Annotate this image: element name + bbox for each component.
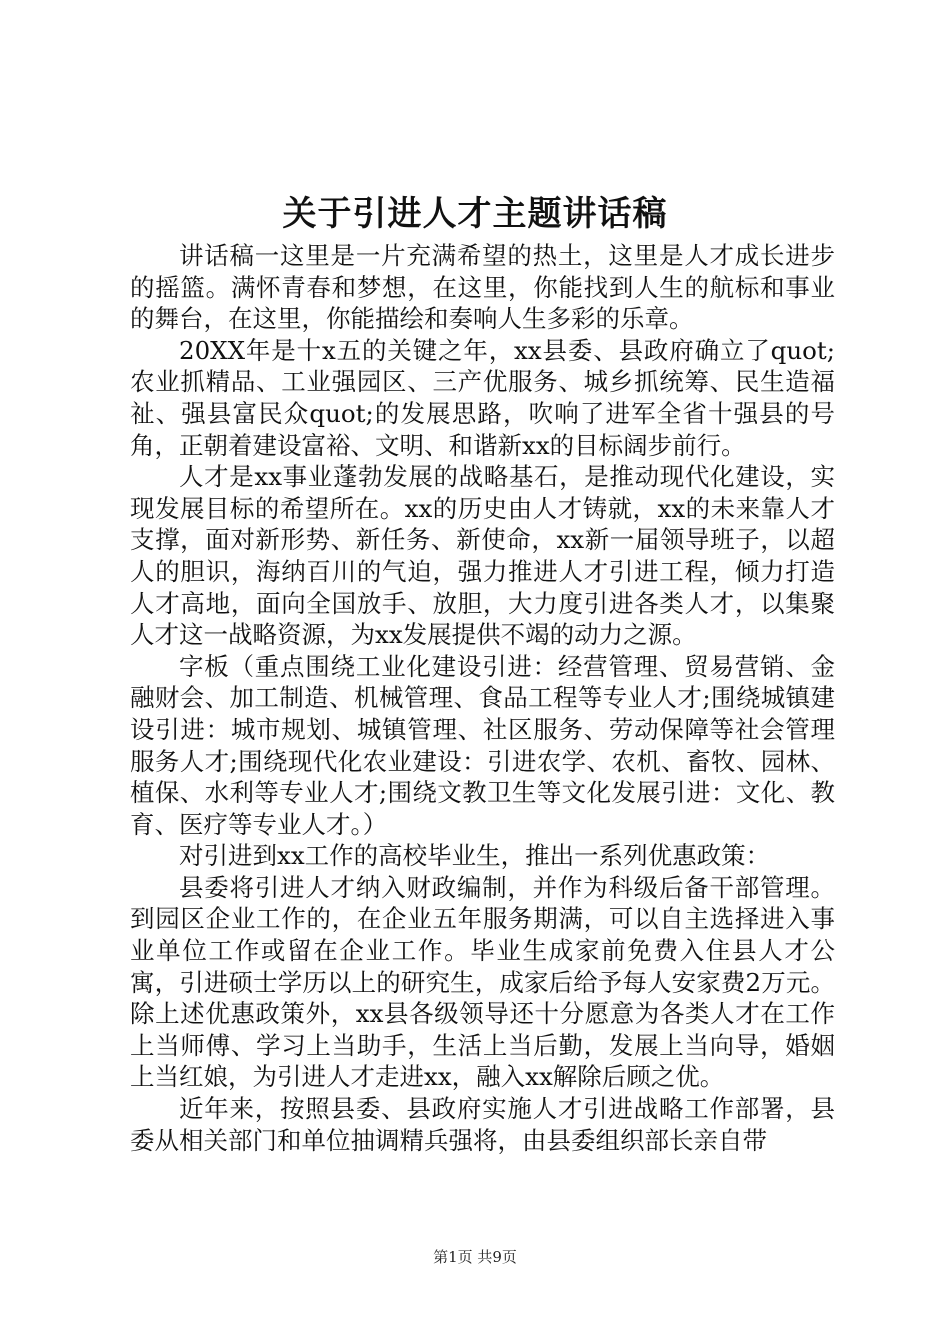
paragraph-3: 人才是xx事业蓬勃发展的战略基石，是推动现代化建设，实现发展目标的希望所在。xx的历史由人才铸就，xx的未来靠人才支撑，面对新形势、新任务、新使命，xx新一届领导班子，以超人的胆识，海纳百川的气迫，强力推进人才引进工程，倾力打造人才高地，面向全国放手、放胆，大力度引进各类人才，以集聚人才这一战略资源，为xx发展提供不竭的动力之源。 (130, 462, 835, 650)
document-title: 关于引进人才主题讲话稿 (282, 194, 668, 234)
paragraph-6: 县委将引进人才纳入财政编制，并作为科级后备干部管理。到园区企业工作的，在企业五年服务期满，可以自主选择进入事业单位工作或留在企业工作。毕业生成家前免费入住县人才公寓，引进硕士学历以上的研究生，成家后给予每人安家费2万元。除上述优惠政策外，xx县各级领导还十分愿意为各类人才在工作上当师傅、学习上当助手，生活上当后勤，发展上当向导，婚姻上当红娘，为引进人才走进xx，融入xx解除后顾之优。 (130, 872, 835, 1092)
paragraph-5: 对引进到xx工作的高校毕业生，推出一系列优惠政策： (179, 841, 771, 871)
paragraph-4: 字板（重点围绕工业化建设引进：经营管理、贸易营销、金融财会、加工制造、机械管理、食品工程等专业人才;围绕城镇建设引进：城市规划、城镇管理、社区服务、劳动保障等社会管理服务人才;围绕现代化农业建设：引进农学、农机、畜牧、园林、植保、水利等专业人才;围绕文教卫生等文化发展引进：文化、教育、医疗等专业人才。） (130, 651, 835, 839)
paragraph-1: 讲话稿一这里是一片充满希望的热土，这里是人才成长进步的摇篮。满怀青春和梦想，在这里，你能找到人生的航标和事业的舞台，在这里，你能描绘和奏响人生多彩的乐章。 (130, 241, 835, 334)
page-number-footer: 第1页 共9页 (433, 1248, 517, 1266)
paragraph-2: 20XX年是十x五的关键之年，xx县委、县政府确立了quot;农业抓精品、工业强园区、三产优服务、城乡抓统筹、民生造福祉、强县富民众quot;的发展思路，吹响了进军全省十强县的号角，正朝着建设富裕、文明、和谐新xx的目标阔步前行。 (130, 335, 835, 460)
paragraph-7: 近年来，按照县委、县政府实施人才引进战略工作部署，县委从相关部门和单位抽调精兵强将，由县委组织部长亲自带 (130, 1094, 835, 1155)
document-body (130, 240, 835, 1156)
